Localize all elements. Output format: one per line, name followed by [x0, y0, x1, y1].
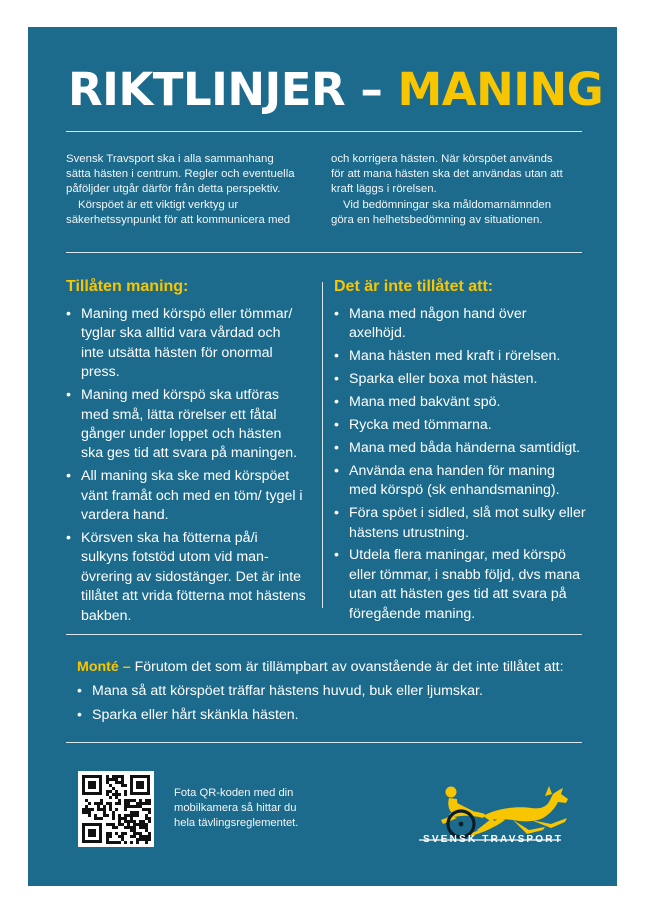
list-item: • Körsven ska ha fötterna på/i sulkyns fotstöd utom vid man-övrering av sidostänger. Det är inte tillåtet att vrida fötterna mot hästens bakben. [66, 529, 306, 626]
poster [28, 27, 617, 886]
title-accent: MANING [397, 63, 604, 116]
list-item: • Mana med bakvänt spö. [334, 393, 586, 412]
list-item: • Maning med körspö eller tömmar/ tyglar ska alltid vara vårdad och inte utsätta hästen för onormal press. [66, 305, 306, 383]
allowed-heading: Tillåten maning: [66, 278, 189, 295]
allowed-list [66, 305, 306, 626]
intro-line: kraft läggs i rörelsen. [331, 183, 437, 196]
intro-line: göra en helhetsbedömning av situationen. [331, 213, 543, 226]
list-item: • Sparka eller hårt skänkla hästen. [77, 705, 597, 725]
intro-line: påföljder utgår därför från detta perspektiv. [66, 183, 281, 196]
list-item: • Mana med någon hand över axelhöjd. [334, 305, 586, 344]
monte-intro-line [77, 657, 597, 677]
not-allowed-heading: Det är inte tillåtet att: [334, 278, 494, 295]
qr-code-icon [78, 771, 154, 847]
list-item: • Använda ena handen för maning med körspö (sk enhandsmaning). [334, 462, 586, 501]
column-divider [322, 282, 323, 608]
qr-text-line: Fota QR-koden med din [174, 787, 294, 799]
list-item: • Utdela flera maningar, med körspö eller tömmar, i snabb följd, dvs mana utan att hästen ges tid att svara på föregående maning. [334, 546, 586, 624]
intro-right [331, 152, 586, 228]
list-item: • Mana så att körspöet träffar hästens huvud, buk eller ljumskar. [77, 681, 597, 701]
intro-line: sätta hästen i centrum. Regler och eventuella [66, 168, 295, 181]
allowed-section [66, 277, 306, 630]
monte-label: Monté – [77, 659, 131, 675]
list-item: • Rycka med tömmarna. [334, 416, 586, 435]
intro-line: för att mana hästen ska det användas utan att [331, 168, 563, 181]
qr-text-line: mobilkamera så hittar du [174, 802, 297, 814]
divider [66, 742, 582, 743]
monte-intro: Förutom det som är tillämpbart av ovanstående är det inte tillåtet att: [134, 659, 564, 675]
list-item: • Maning med körspö ska utföras med små, lätta rörelser ett fåtal gånger under loppet och hästen ska ges tid att svara på maningen. [66, 386, 306, 464]
intro-line: Körspöet är ett viktigt verktyg ur [78, 198, 239, 211]
divider [66, 131, 582, 132]
monte-section [77, 657, 597, 729]
title-main: RIKTLINJER – [68, 63, 383, 116]
list-item: • Mana hästen med kraft i rörelsen. [334, 347, 586, 366]
qr-code[interactable] [78, 771, 154, 847]
intro-line: Vid bedömningar ska måldomarnämnden [343, 198, 552, 211]
intro-line: och korrigera hästen. När körspöet används [331, 153, 553, 165]
not-allowed-list [334, 305, 586, 624]
list-item: • Sparka eller boxa mot hästen. [334, 370, 586, 389]
qr-instructions [174, 786, 298, 831]
list-item: • All maning ska ske med körspöet vänt framåt och med en töm/ tygel i vardera hand. [66, 467, 306, 525]
not-allowed-section [334, 277, 586, 628]
qr-text-line: hela tävlingsreglementet. [174, 817, 299, 829]
divider [66, 252, 582, 253]
monte-list [77, 681, 597, 725]
divider [66, 634, 582, 635]
intro-line: Svensk Travsport ska i alla sammanhang [66, 153, 274, 165]
page-title [68, 63, 604, 116]
list-item: • Mana med båda händerna samtidigt. [334, 439, 586, 458]
logo-text: SVENSK TRAVSPORT [422, 834, 564, 845]
intro-left [66, 152, 318, 228]
list-item: • Föra spöet i sidled, slå mot sulky eller hästens utrustning. [334, 504, 586, 543]
intro-line: säkerhetssynpunkt för att kommunicera med [66, 213, 291, 226]
